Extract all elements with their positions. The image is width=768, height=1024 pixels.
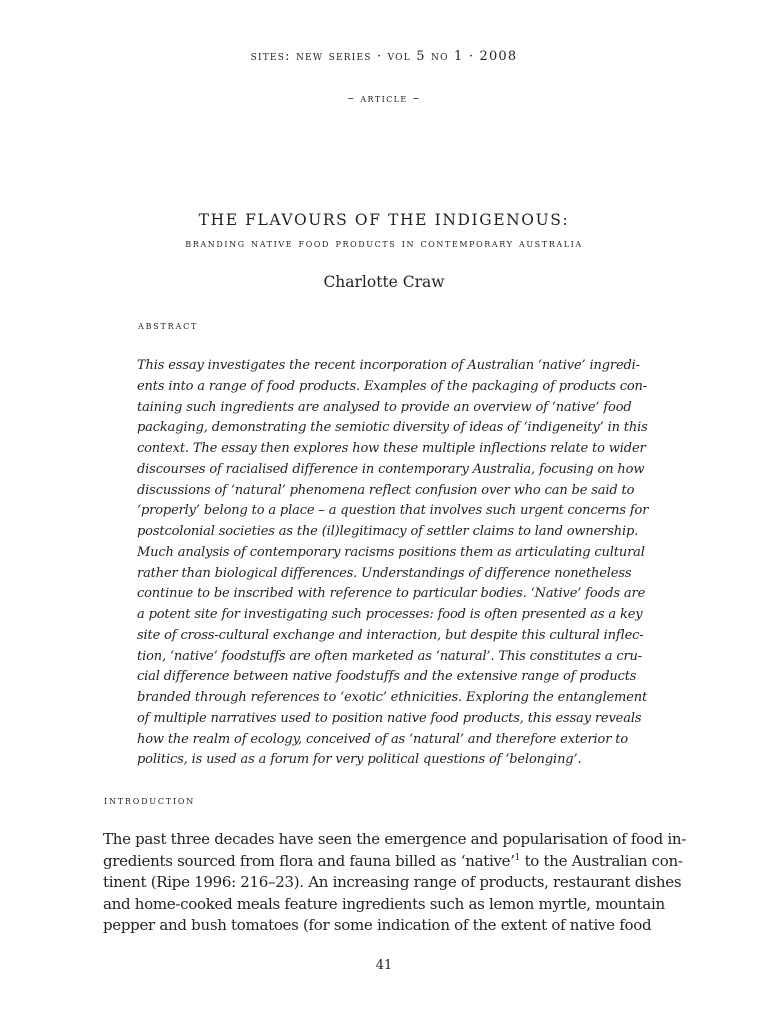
abstract-line: a potent site for investigating such processes: food is often presented as a key — [137, 607, 643, 622]
abstract-line: ‘properly’ belong to a place – a question that involves such urgent concerns for — [137, 503, 649, 519]
intro-line: pepper and bush tomatoes (for some indication of the extent of native food — [103, 916, 652, 935]
article-subtitle: branding native food products in contemporary australia — [185, 236, 583, 250]
intro-line — [103, 851, 683, 873]
abstract-line: taining such ingredients are analysed to provide an overview of ‘native’ food — [137, 399, 632, 415]
abstract-line: politics, is used as a forum for very political questions of ‘belonging’. — [137, 752, 582, 768]
abstract-line: cial difference between native foodstuffs and the extensive range of products — [137, 669, 637, 685]
abstract-line: context. The essay then explores how these multiple inflections relate to wider — [137, 441, 646, 456]
abstract-line: Much analysis of contemporary racisms positions them as articulating cultural — [137, 544, 645, 560]
author-name: Charlotte Craw — [323, 273, 445, 291]
abstract-line: postcolonial societies as the (il)legitimacy of settler claims to land ownership. — [137, 524, 639, 539]
abstract-line: branded through references to ‘exotic’ ethnicities. Exploring the entanglement — [137, 690, 648, 705]
running-head: sites: new series · vol 5 no 1 · 2008 — [250, 49, 518, 64]
article-title: THE FLAVOURS OF THE INDIGENOUS: — [198, 211, 570, 229]
abstract-line: ents into a range of food products. Examples of the packaging of products con- — [137, 378, 648, 394]
abstract-line: packaging, demonstrating the semiotic diversity of ideas of ‘indigeneity’ in this — [137, 420, 648, 436]
abstract-line: site of cross-cultural exchange and interaction, but despite this cultural inflec- — [137, 627, 644, 643]
abstract-body — [137, 356, 649, 771]
abstract-line: This essay investigates the recent incorporation of Australian ‘native’ ingredi- — [137, 358, 640, 373]
footnote-reference[interactable]: 1 — [514, 852, 521, 863]
section-label: – article – — [347, 91, 421, 105]
abstract-line: rather than biological differences. Understandings of difference nonetheless — [137, 565, 632, 581]
intro-line-segment: to the Australian con- — [520, 851, 683, 870]
abstract-line: tion, ‘native’ foodstuffs are often marketed as ‘natural’. This constitutes a cru- — [137, 648, 642, 664]
abstract-line: continue to be inscribed with reference to particular bodies. ‘Native’ foods are — [137, 586, 646, 602]
intro-line-segment: gredients sourced from flora and fauna billed as ‘native’ — [103, 851, 515, 870]
abstract-heading: abstract — [138, 318, 199, 332]
page-number: 41 — [375, 958, 393, 973]
intro-line: The past three decades have seen the emergence and popularisation of food in- — [103, 830, 687, 848]
abstract-line: discussions of ‘natural’ phenomena reflect confusion over who can be said to — [137, 482, 635, 498]
abstract-line: of multiple narratives used to position native food products, this essay reveals — [137, 710, 642, 726]
abstract-line: discourses of racialised difference in contemporary Australia, focusing on how — [137, 461, 645, 477]
intro-line: and home-cooked meals feature ingredients such as lemon myrtle, mountain — [103, 894, 665, 913]
abstract-line: how the realm of ecology, conceived of as ‘natural’ and therefore exterior to — [137, 731, 629, 747]
introduction-body — [103, 829, 687, 937]
introduction-heading: introduction — [104, 793, 196, 807]
intro-line: tinent (Ripe 1996: 216–23). An increasing range of products, restaurant dishes — [103, 873, 682, 892]
